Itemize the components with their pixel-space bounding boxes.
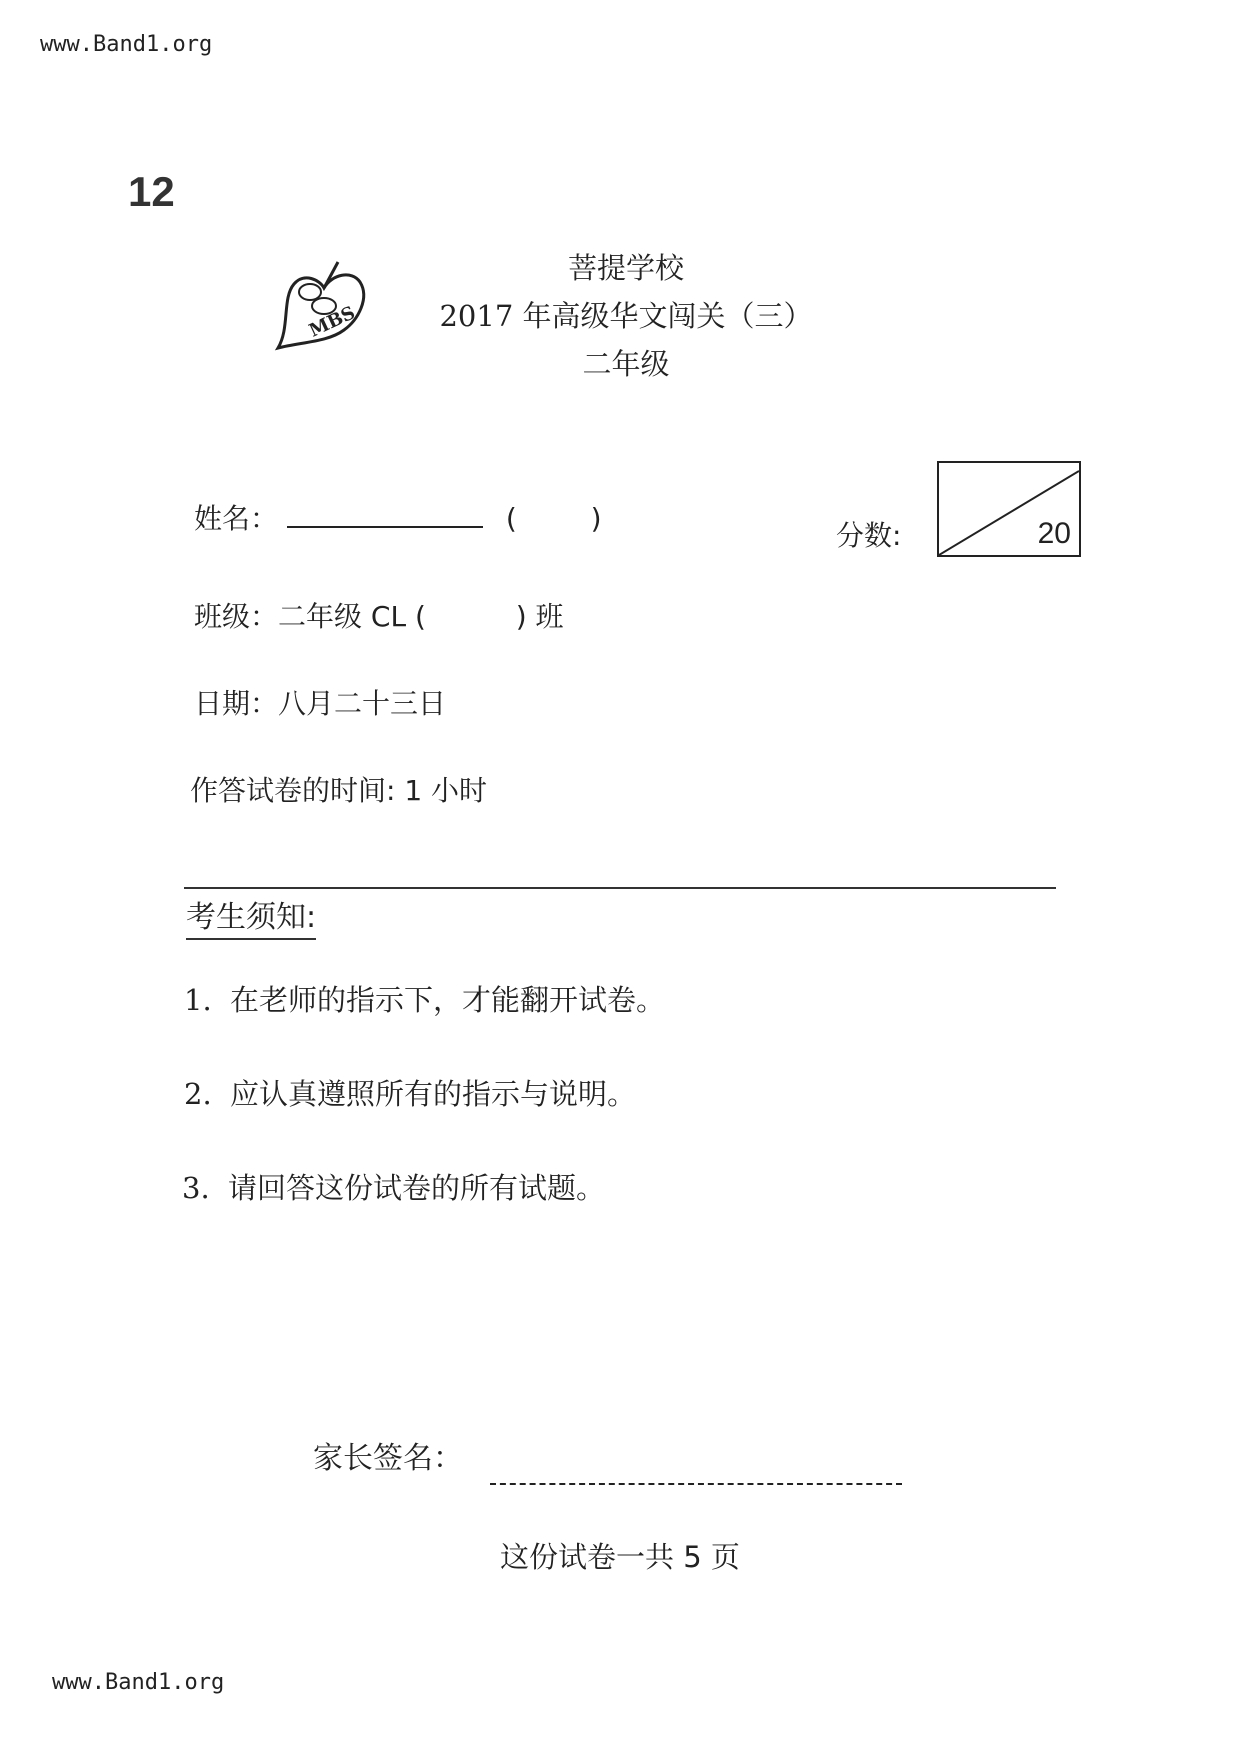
rule-text: 在老师的指示下，才能翻开试卷。 bbox=[230, 983, 666, 1017]
rule-number: 2. bbox=[184, 1077, 212, 1111]
name-label: 姓名： bbox=[194, 502, 279, 535]
rule-item bbox=[182, 1166, 605, 1207]
exam-title: 2017 年高级华文闯关（三） bbox=[439, 299, 813, 333]
class-row bbox=[194, 595, 564, 635]
watermark-top: www.Band1.org bbox=[40, 32, 213, 57]
class-suffix: ) 班 bbox=[515, 600, 564, 633]
score-box bbox=[937, 461, 1081, 557]
exam-duration: 作答试卷的时间: 1 小时 bbox=[190, 774, 488, 807]
school-logo bbox=[272, 258, 372, 354]
rule-item bbox=[184, 978, 665, 1019]
name-row bbox=[194, 497, 602, 537]
page-number: 12 bbox=[128, 168, 175, 215]
logo-text: MBS bbox=[305, 302, 359, 342]
school-name: 菩提学校 bbox=[567, 251, 684, 285]
class-label: 班级：二年级 CL ( bbox=[194, 600, 426, 633]
exam-date: 日期：八月二十三日 bbox=[194, 687, 447, 720]
rule-text: 应认真遵照所有的指示与说明。 bbox=[230, 1077, 637, 1111]
parent-signature-label: 家长签名： bbox=[313, 1441, 463, 1476]
rule-text: 请回答这份试卷的所有试题。 bbox=[228, 1171, 606, 1205]
rule-number: 1. bbox=[184, 983, 212, 1017]
grade-level: 二年级 bbox=[582, 347, 670, 381]
parent-signature-line bbox=[490, 1483, 902, 1485]
rule-number: 3. bbox=[182, 1171, 210, 1205]
name-blank bbox=[287, 526, 483, 528]
score-total: 20 bbox=[1037, 517, 1071, 550]
index-paren-close: ) bbox=[590, 502, 602, 535]
score-label: 分数: bbox=[836, 519, 902, 552]
index-paren-open: ( bbox=[505, 502, 517, 535]
notice-title: 考生须知: bbox=[186, 892, 316, 940]
page-count: 这份试卷一共 5 页 bbox=[500, 1540, 740, 1574]
section-divider bbox=[184, 887, 1056, 889]
watermark-bottom: www.Band1.org bbox=[52, 1670, 225, 1695]
rule-item bbox=[184, 1072, 636, 1113]
leaf-logo-icon bbox=[272, 258, 372, 354]
